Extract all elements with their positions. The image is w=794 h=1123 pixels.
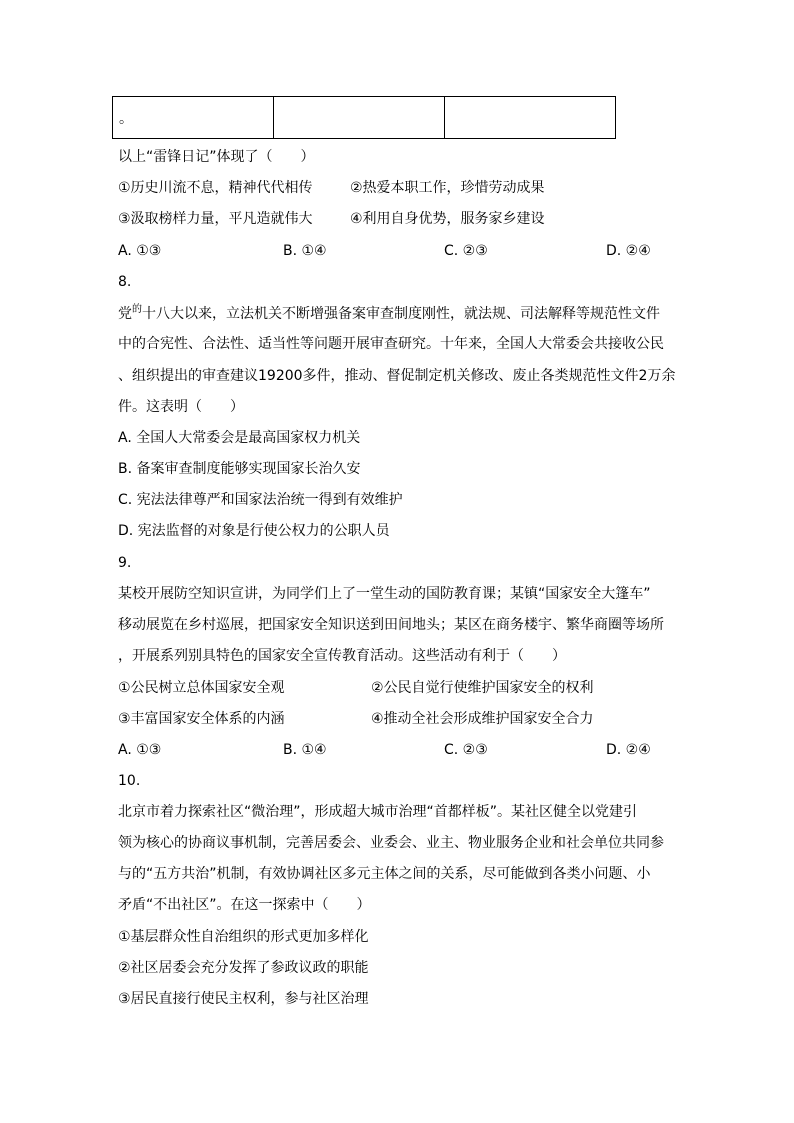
q9-choice-a[interactable]: A. ①③ [118,742,162,758]
q8-stem-text: 十八大以来，立法机关不断增强备案审查制度刚性，就法规、司法解释等规范性文件 [142,306,660,322]
q7-statement: ④利用自身优势，服务家乡建设 [350,211,545,227]
table-fragment [112,96,616,139]
q9-choice-d[interactable]: D. ②④ [606,742,651,758]
q9-choice-b[interactable]: B. ①④ [283,742,327,758]
q10-stem-line: 与的“五方共治”机制，有效协调社区多元主体之间的关系，尽可能做到各类小问题、小 [118,866,651,882]
q7-choice-c[interactable]: C. ②③ [444,243,488,259]
q8-choice-b[interactable]: B. 备案审查制度能够实现国家长治久安 [118,461,361,477]
q7-choice-d[interactable]: D. ②④ [606,243,651,259]
q9-statement: ①公民树立总体国家安全观 [118,680,285,696]
q7-stem: 以上“雷锋日记”体现了（ ） [118,149,315,165]
q8-choice-c[interactable]: C. 宪法法律尊严和国家法治统一得到有效维护 [118,492,403,508]
q9-statement: ②公民自觉行使维护国家安全的权利 [371,680,594,696]
q9-stem-line: ，开展系列别具特色的国家安全宣传教育活动。这些活动有利于（ ） [118,648,566,664]
q8-stem-line: 、组织提出的审查建议19200多件，推动、督促制定机关修改、废止各类规范性文件2万余 [118,368,676,384]
q9-statement: ③丰富国家安全体系的内涵 [118,711,285,727]
table-cell: 。 [113,97,274,139]
q8-stem-line [118,304,660,326]
q9-choice-c[interactable]: C. ②③ [444,742,488,758]
q10-stem-line: 北京市着力探索社区“微治理”，形成超大城市治理“首都样板”。某社区健全以党建引 [118,804,638,820]
q8-stem-prefix: 党 [118,306,132,322]
q8-stem-line: 中的合宪性、合法性、适当性等问题开展审查研究。十年来，全国人大常委会共接收公民 [118,336,664,352]
q7-statement: ①历史川流不息，精神代代相传 [118,180,313,196]
q8-number: 8. [118,274,132,290]
q8-stem-sup: 的 [132,304,142,315]
q10-statement: ②社区居委会充分发挥了参政议政的职能 [118,960,369,976]
q9-statement: ④推动全社会形成维护国家安全合力 [371,711,594,727]
q9-stem-line: 移动展览在乡村巡展，把国家安全知识送到田间地头；某区在商务楼宇、繁华商圈等场所 [118,617,664,633]
q10-stem-line: 领为核心的协商议事机制，完善居委会、业委会、业主、物业服务企业和社会单位共同参 [118,835,664,851]
table-row [113,97,616,139]
q8-choice-a[interactable]: A. 全国人大常委会是最高国家权力机关 [118,430,361,446]
q10-statement: ①基层群众性自治组织的形式更加多样化 [118,929,369,945]
q7-choice-a[interactable]: A. ①③ [118,243,162,259]
q7-statement: ②热爱本职工作，珍惜劳动成果 [350,180,545,196]
q10-number: 10. [118,773,141,789]
q9-stem-line: 某校开展防空知识宣讲，为同学们上了一堂生动的国防教育课；某镇“国家安全大篷车” [118,586,651,602]
q10-stem-line: 矛盾“不出社区”。在这一探索中（ ） [118,897,371,913]
q9-number: 9. [118,555,132,571]
q7-statement: ③汲取榜样力量，平凡造就伟大 [118,211,313,227]
q10-statement: ③居民直接行使民主权利，参与社区治理 [118,991,369,1007]
q7-choice-b[interactable]: B. ①④ [283,243,327,259]
q8-choice-d[interactable]: D. 宪法监督的对象是行使公权力的公职人员 [118,523,390,539]
table-cell [274,97,445,139]
q8-stem-line: 件。这表明（ ） [118,399,244,415]
table-cell [445,97,616,139]
